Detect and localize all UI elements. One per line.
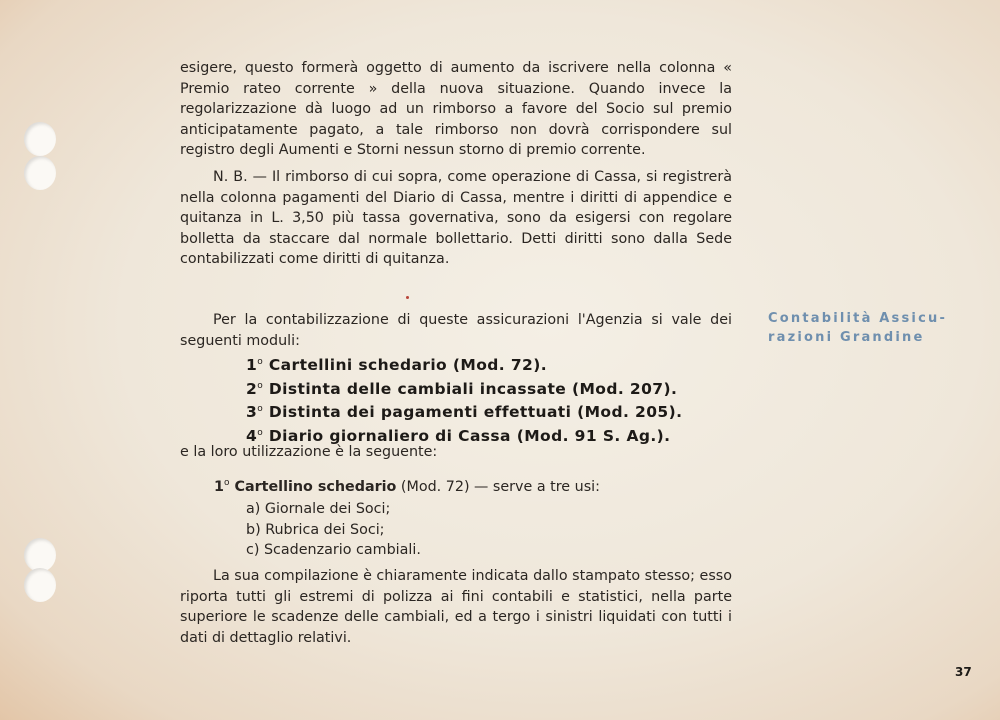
punch-hole-2: [24, 156, 56, 190]
list-item: c) Scadenzario cambiali.: [246, 542, 421, 558]
cartellino-heading: 1$^o$ Cartellino schedario (Mod. 72) — serve a tre usi:: [214, 478, 600, 495]
margin-heading-line-1: Contabilità Assicu-: [768, 311, 948, 326]
paragraph-text: esigere, questo formerà oggetto di aumento da iscrivere nella colonna « Premio rateo corrente » della nuova situazione. Quando invece la regolarizzazione dà luogo ad un rimborso a favore del Socio sul premio anticipatamente pagato, a tale rimborso non dovrà corrispondere sul registro degli Aumenti e Storni nessun storno di premio corrente.: [180, 60, 732, 158]
paragraph-text: Per la contabilizzazione di queste assicurazioni l'Agenzia si vale dei seguenti moduli:: [180, 312, 732, 349]
list-item: 2$^o$ Distinta delle cambiali incassate (Mod. 207).: [246, 379, 678, 398]
paragraph-utilizzazione: [180, 442, 732, 463]
list-item: 3$^o$ Distinta dei pagamenti effettuati (Mod. 205).: [246, 403, 683, 422]
margin-heading-line-2: razioni Grandine: [768, 330, 925, 345]
paragraph-compilazione: [180, 566, 732, 648]
paragraph-text: N. B. — Il rimborso di cui sopra, come operazione di Cassa, si registrerà nella colonna pagamenti del Diario di Cassa, mentre i diritti di appendice e quitanza in L. 3,50 più tassa governativa, sono da esigersi con regolare bolletta da staccare dal normale bollettario. Detti diritti sono dalla Sede contabilizzati come diritti di quitanza.: [180, 169, 732, 267]
page-number: 37: [955, 665, 972, 679]
paragraph-moduli-intro: [180, 310, 732, 351]
paragraph-regolarizzazione: [180, 58, 732, 161]
punch-hole-4: [24, 568, 56, 602]
list-item: b) Rubrica dei Soci;: [246, 521, 385, 538]
paragraph-text: La sua compilazione è chiaramente indicata dallo stampato stesso; esso riporta tutti gli estremi di polizza ai fini contabili e statistici, nella parte superiore le scadenze delle cambiali, ed a tergo i sinistri liquidati con tutti i dati di dettaglio relativi.: [180, 568, 732, 646]
paragraph-nota-bene: [180, 167, 732, 270]
ink-speck: [406, 296, 409, 299]
margin-heading: [768, 309, 973, 347]
usi-list: [246, 499, 421, 561]
paragraph-text: e la loro utilizzazione è la seguente:: [180, 444, 438, 460]
list-item: 1$^o$ Cartellini schedario (Mod. 72).: [246, 356, 547, 375]
punch-hole-3: [24, 538, 56, 572]
list-item: 4$^o$ Diario giornaliero di Cassa (Mod. 91 S. Ag.).: [246, 427, 671, 446]
punch-hole-1: [24, 122, 56, 156]
list-item: a) Giornale dei Soci;: [246, 501, 391, 517]
moduli-list: [246, 352, 682, 447]
